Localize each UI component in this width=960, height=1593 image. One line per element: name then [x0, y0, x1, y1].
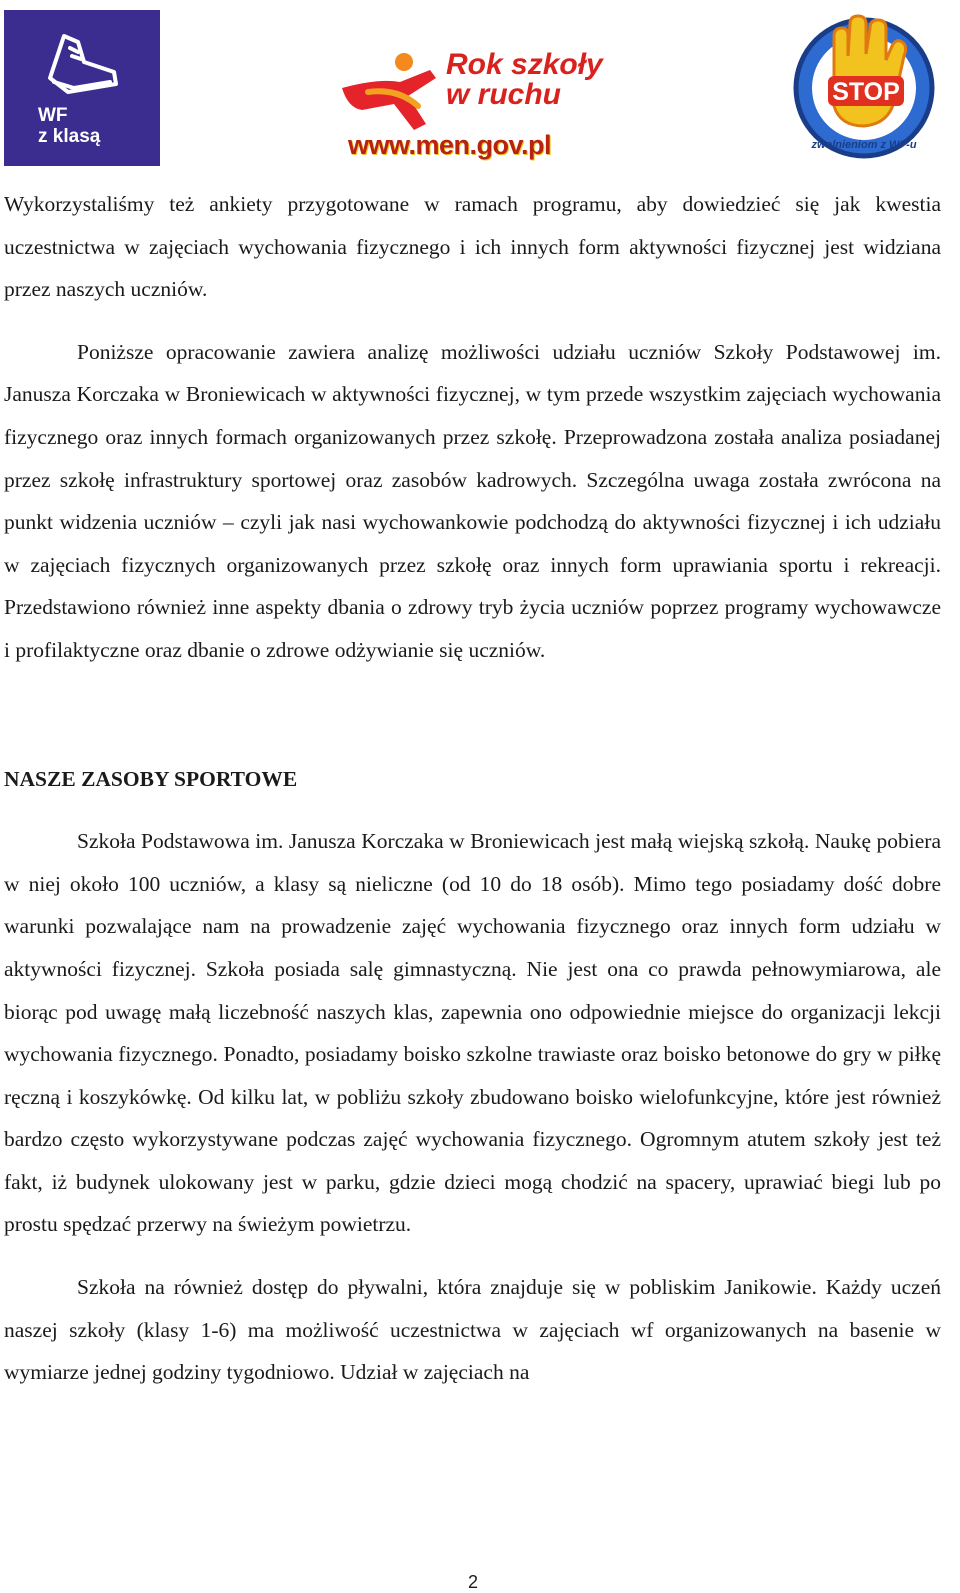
paragraph-3: Szkoła Podstawowa im. Janusza Korczaka w Broniewicach jest małą wiejską szkołą. Naukę pobiera w niej około 100 uczniów, a klasy są nieliczne (od 10 do 18 osób). Mimo tego posiadamy dość dobre warunki pozwalające nam na prowadzenie zajęć wychowania fizycznego oraz innych form udziału w aktywności fizycznej. Szkoła posiada salę gimnastyczną. Nie jest ona co prawda pełnowymiarowa, ale biorąc pod uwagę małą liczebność naszych klas, zapewnia ono odpowiednie miejsce do organizacji lekcji wychowania fizycznego. Ponadto, posiadamy boisko szkolne trawiaste oraz boisko betonowe do gry w piłkę ręczną i koszykówkę. Od kilku lat, w pobliżu szkoły zbudowano boisko wielofunkcyjne, które jest również bardzo często wykorzystywane podczas zajęć wychowania fizycznego. Ogromnym atutem szkoły jest też fakt, iż budynek ulokowany jest w parku, gdzie dzieci mogą chodzić na spacery, uprawiać biegi lub po prostu spędzać przerwy na świeżym powietrzu. [4, 829, 941, 1237]
paragraph-2: Poniższe opracowanie zawiera analizę możliwości udziału uczniów Szkoły Podstawowej im. Janusza Korczaka w Broniewicach w aktywności fizycznej, w tym przede wszystkim zajęciach wychowania fizycznego oraz innych formach organizowanych przez szkołę. Przeprowadzona została analiza posiadanej przez szkołę infrastruktury sportowej oraz zasobów kadrowych. Szczególna uwaga została zwrócona na punkt widzenia uczniów – czyli jak nasi wychowankowie podchodzą do aktywności fizycznej i ich udziału w zajęciach fizycznych organizowanych przez szkołę oraz innych form uprawiania sportu i rekreacji. Przedstawiono również inne aspekty dbania o zdrowy tryb życia uczniów poprzez programy wychowawcze i profilaktyczne oraz dbanie o zdrowe odżywianie się uczniów. [4, 339, 941, 662]
stop-hand-icon [790, 6, 940, 164]
wf-z-klasa-text: WF z klasą [38, 105, 101, 147]
sneaker-icon [44, 32, 122, 96]
page-header [0, 0, 960, 175]
rok-szkoly-text: Rok szkoły w ruchu [446, 48, 603, 111]
document-body [4, 183, 941, 1394]
stop-zwolnieniom-z-wf-logo [790, 6, 940, 164]
section-heading: NASZE ZASOBY SPORTOWE [4, 766, 298, 791]
men-url-text: www.men.gov.pl [348, 130, 552, 160]
wf-z-klasa-logo [4, 10, 160, 166]
rok-szkoly-w-ruchu-logo [338, 40, 623, 168]
page-number: 2 [467, 1572, 478, 1592]
runner-icon [338, 48, 458, 138]
paragraph-1: Wykorzystaliśmy też ankiety przygotowane w ramach programu, aby dowiedzieć się jak kwestia uczestnictwa w zajęciach wychowania fizycznego i ich innych form aktywności fizycznej jest widziana przez naszych uczniów. [4, 192, 941, 302]
stop-text: STOP [832, 78, 900, 106]
zwolnieniom-caption: zwolnieniom z WF-u [811, 139, 917, 151]
paragraph-4: Szkoła na również dostęp do pływalni, która znajduje się w pobliskim Janikowie. Każdy uczeń naszej szkoły (klasy 1-6) ma możliwość uczestnictwa w zajęciach wf organizowanych na basenie w wymiarze jednej godziny tygodniowo. Udział w zajęciach na [4, 1275, 941, 1385]
